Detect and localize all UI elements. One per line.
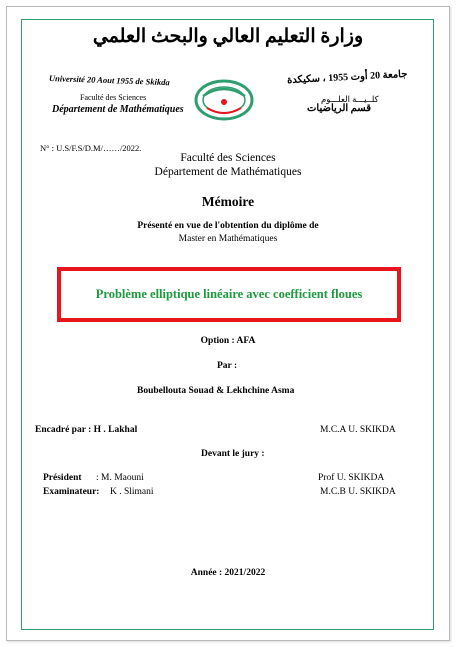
- authors: Boubellouta Souad & Lekhchine Asma: [137, 386, 295, 396]
- supervisor-line: Encadré par : H . Lakhal: [35, 425, 138, 435]
- jury-examiner-grade: M.C.B U. SKIKDA: [320, 487, 396, 497]
- department-name-ar: قسم الرياضيات: [307, 103, 371, 114]
- university-name-ar: جامعة 20 أوت 1955 ، سكيكدة: [286, 68, 408, 87]
- option-line: Option : AFA: [200, 336, 256, 346]
- jury-examiner-name: K . Slimani: [110, 487, 154, 497]
- university-name-fr: Université 20 Aout 1955 de Skikda: [48, 73, 170, 88]
- jury-president-label: Président: [43, 473, 82, 483]
- jury-president-name: : M. Maouni: [96, 473, 144, 483]
- faculty-name-fr: Faculté des Sciences: [80, 93, 147, 102]
- faculty-name-ar: كلــيـــة العلـــوم: [321, 94, 379, 104]
- department-name-fr: Département de Mathématiques: [52, 104, 184, 115]
- degree-text: Master en Mathématiques: [178, 234, 278, 244]
- jury-examiner-label: Examinateur:: [43, 487, 100, 497]
- thesis-title-box: [57, 267, 401, 322]
- academic-year: Année : 2021/2022: [190, 568, 266, 578]
- presented-for-text: Présenté en vue de l'obtention du diplôme de: [137, 221, 319, 231]
- supervisor-grade: M.C.A U. SKIKDA: [320, 425, 396, 435]
- jury-heading: Devant le jury :: [201, 449, 265, 459]
- reference-number: N° : U.S/F.S/D.M/……/2022.: [40, 143, 142, 153]
- document-type: Mémoire: [201, 194, 255, 209]
- faculty-heading: Faculté des Sciences: [180, 152, 276, 164]
- university-logo: [193, 78, 255, 122]
- department-heading: Département de Mathématiques: [154, 166, 302, 178]
- jury-president-grade: Prof U. SKIKDA: [318, 473, 385, 483]
- ministry-title-ar: وزارة التعليم العالي والبحث العلمي: [92, 26, 364, 47]
- thesis-title: Problème elliptique linéaire avec coefficient floues: [95, 287, 363, 301]
- by-label: Par :: [217, 361, 238, 371]
